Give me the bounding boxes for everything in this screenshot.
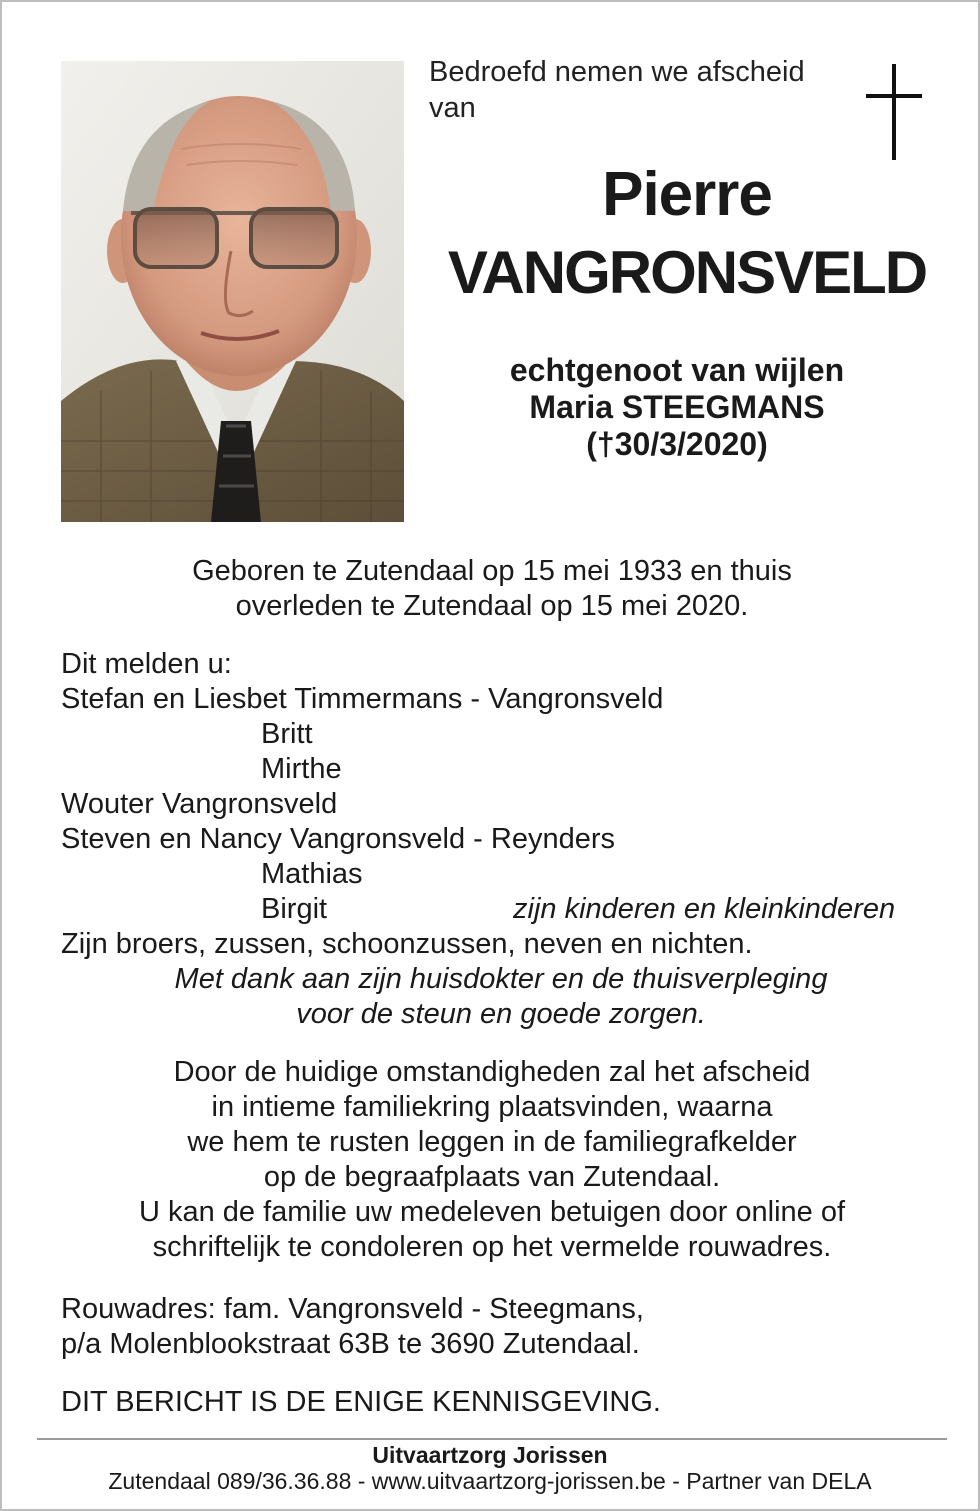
spouse-block	[442, 352, 912, 463]
portrait-image	[61, 61, 404, 522]
spouse-death-date: (†30/3/2020)	[586, 426, 768, 462]
thanks-line: Met dank aan zijn huisdokter en de thuisverpleging	[174, 963, 828, 995]
portrait-photo	[61, 61, 404, 522]
family-member: Wouter Vangronsveld	[61, 788, 338, 820]
family-block	[61, 647, 941, 1032]
ceremony-line: Door de huidige omstandigheden zal het afscheid	[173, 1056, 811, 1088]
death-line: overleden te Zutendaal op 15 mei 2020.	[235, 590, 749, 622]
thanks-line: voor de steun en goede zorgen.	[296, 998, 706, 1030]
spouse-name: Maria STEEGMANS	[529, 389, 825, 425]
family-member: Steven en Nancy Vangronsveld - Reynders	[61, 823, 615, 855]
birth-line: Geboren te Zutendaal op 15 mei 1933 en thuis	[192, 555, 792, 587]
cross-icon	[864, 64, 924, 162]
address-line: p/a Molenblookstraat 63B te 3690 Zutendaal.	[61, 1328, 640, 1360]
funeral-company-contact: Zutendaal 089/36.36.88 - www.uitvaartzorg-jorissen.be - Partner van DELA	[108, 1468, 872, 1494]
address-line: Rouwadres: fam. Vangronsveld - Steegmans,	[61, 1293, 644, 1325]
ceremony-line: in intieme familiekring plaatsvinden, waarna	[211, 1091, 773, 1123]
family-role: zijn kinderen en kleinkinderen	[513, 893, 896, 925]
ceremony-line: U kan de familie uw medeleven betuigen door online of	[138, 1196, 846, 1228]
ceremony-block	[42, 1055, 942, 1265]
family-member: Britt	[261, 718, 313, 750]
funeral-company-name: Uitvaartzorg Jorissen	[372, 1442, 608, 1468]
birth-death-block	[42, 554, 942, 624]
ceremony-line: schriftelijk te condoleren op het vermelde rouwadres.	[152, 1231, 832, 1263]
relatives-line: Zijn broers, zussen, schoonzussen, neven en nichten.	[61, 928, 753, 960]
family-intro: Dit melden u:	[61, 648, 232, 680]
family-member: Stefan en Liesbet Timmermans - Vangronsveld	[61, 683, 664, 715]
ceremony-line: op de begraafplaats van Zutendaal.	[263, 1161, 721, 1193]
mourning-address	[61, 1292, 941, 1362]
intro-text: Bedroefd nemen we afscheid van	[429, 56, 805, 124]
deceased-first-name: Pierre	[602, 160, 772, 229]
spouse-relation: echtgenoot van wijlen	[509, 352, 845, 388]
footer-divider	[37, 1438, 947, 1440]
ceremony-line: we hem te rusten leggen in de familiegrafkelder	[187, 1126, 797, 1158]
family-member: Birgit	[261, 893, 328, 925]
family-member: Mirthe	[261, 753, 342, 785]
notice-text: DIT BERICHT IS DE ENIGE KENNISGEVING.	[61, 1386, 661, 1418]
family-member-row	[61, 892, 941, 927]
family-member: Mathias	[261, 858, 363, 890]
deceased-last-name: VANGRONSVELD	[447, 239, 927, 306]
